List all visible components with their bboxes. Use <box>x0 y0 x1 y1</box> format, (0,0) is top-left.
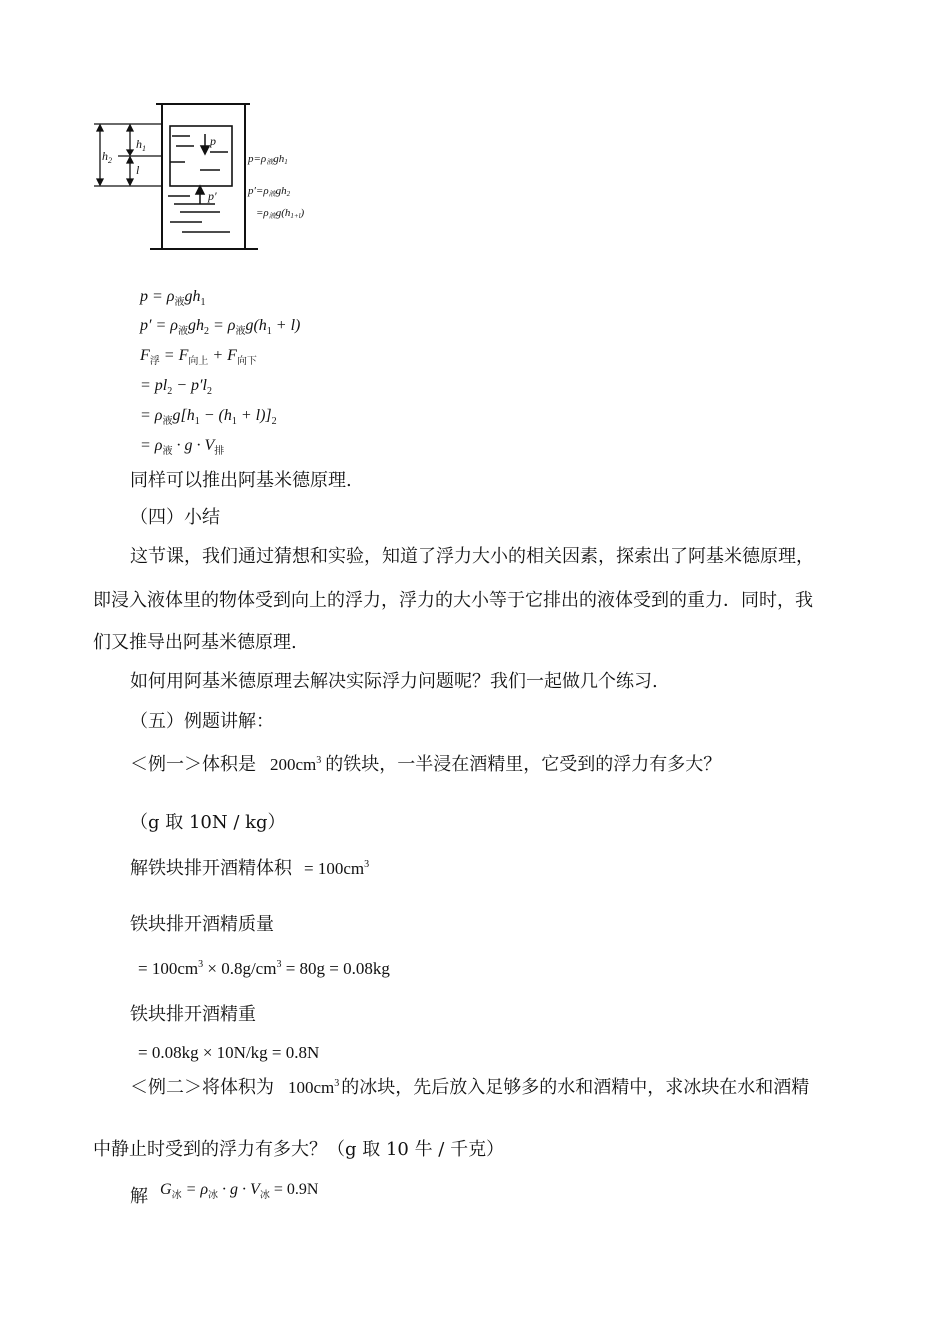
derivation-line-6: = $\rho_液 \cdot g \cdot V_排$ <box>140 437 225 457</box>
fig-eq-1: p=ρ液gh1 <box>248 153 288 166</box>
example-1-line: ＜例一＞体积是 $200cm^3$ 的铁块，一半浸在酒精里，它受到的浮力有多大？ <box>130 754 722 775</box>
label-p-bottom: p′ <box>208 189 217 203</box>
derivation-line-5: = $\rho_液g[h_1 - (h_1 + l)]_2$ <box>140 407 277 427</box>
example-1-step-2-label: 铁块排开酒精质量 <box>130 914 274 935</box>
fig-eq-3: =ρ液g(h1+l) <box>256 207 305 220</box>
example-1-step-3-value: = 0.08kg × 10N/kg = 0.8N <box>138 1043 320 1062</box>
question-text: 如何用阿基米德原理去解决实际浮力问题呢？我们一起做几个练习. <box>130 671 658 692</box>
conclusion-text: 同样可以推出阿基米德原理. <box>130 470 352 491</box>
example-1-step-3-label: 铁块排开酒精重 <box>130 1004 256 1025</box>
example-2-line-2: 中静止时受到的浮力有多大？（g 取 10 牛 / 千克） <box>93 1139 505 1160</box>
label-p-top: p <box>210 134 216 148</box>
derivation-line-4: = $pl_2 - p'l_2$ <box>140 377 212 397</box>
label-h1: $h_1$ <box>136 137 146 153</box>
fig-eq-2: p′=ρ液gh2 <box>248 185 291 198</box>
example-2-solution: 解 <box>130 1186 148 1207</box>
summary-line-1: 这节课，我们通过猜想和实验，知道了浮力大小的相关因素，探索出了阿基米德原理， <box>130 546 814 567</box>
example-2-line-1: ＜例二＞将体积为 $100cm^3$ 的冰块，先后放入足够多的水和酒精中，求冰块在水和酒精 <box>130 1077 810 1098</box>
derivation-line-3: $F_浮 = F_{向上} + F_{向下}$ <box>140 347 257 367</box>
beaker-diagram <box>90 98 340 256</box>
summary-line-2: 即浸入液体里的物体受到向上的浮力，浮力的大小等于它排出的液体受到的重力．同时，我 <box>93 590 813 611</box>
section-4-heading: （四）小结 <box>130 507 220 528</box>
example-1-step-2-value: = $100cm^3 \times 0.8g/cm^3 = 80g = 0.08kg$ <box>138 959 390 978</box>
derivation-line-1: $p = \rho_液gh_1$ <box>140 288 206 308</box>
section-5-heading: （五）例题讲解： <box>130 711 274 732</box>
label-l: l <box>136 163 140 177</box>
example-1-g: （g 取 10N / kg） <box>130 812 286 833</box>
example-1-step-1: 解铁块排开酒精体积 = $100cm^3$ <box>130 858 370 879</box>
derivation-line-2: $p' = \rho_液gh_2 = \rho_液g(h_1 + l)$ <box>140 317 301 337</box>
example-2-equation: $G_冰 = \rho_冰 \cdot g \cdot V_冰 = 0.9N$ <box>160 1181 319 1201</box>
label-h2: $h_2$ <box>102 149 112 165</box>
summary-line-3: 们又推导出阿基米德原理. <box>93 632 297 653</box>
